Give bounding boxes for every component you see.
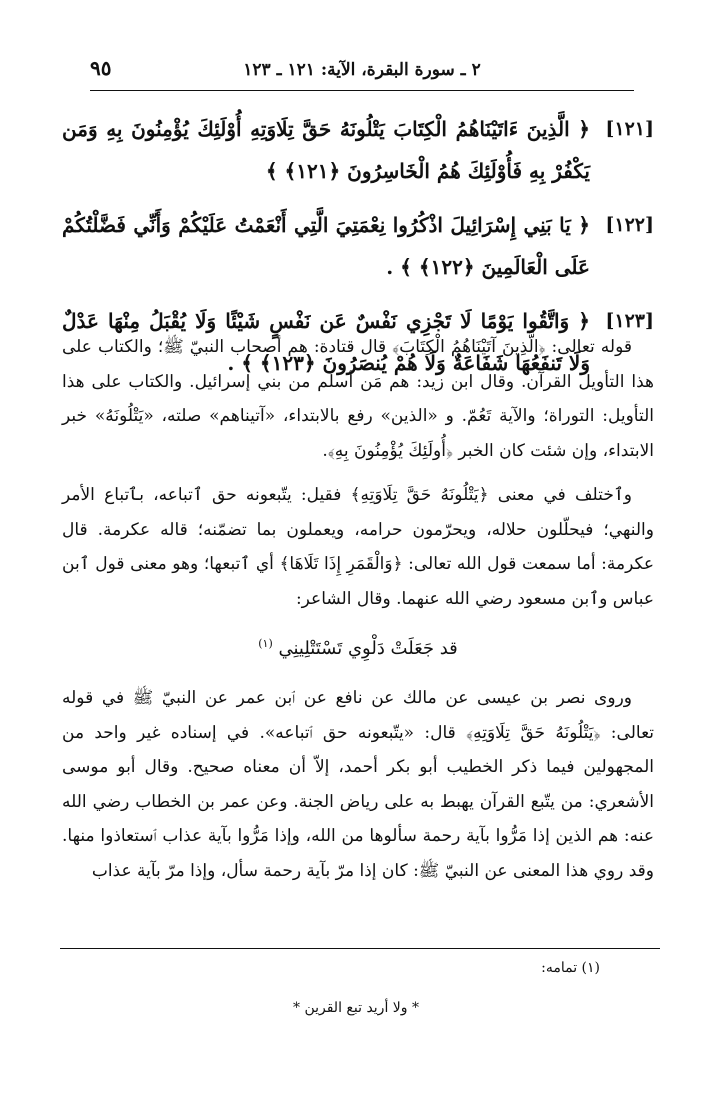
footnote-divider bbox=[60, 948, 660, 949]
verse-number: [١٢٣] bbox=[605, 310, 654, 332]
page-number: ٩٥ bbox=[90, 56, 112, 80]
commentary bbox=[62, 330, 654, 898]
paragraph: وٱختلف في معنى ﴿يَتْلُونَهُ حَقَّ تِلَاوَتِهِ﴾ فقيل: يتّبعونه حق ٱتباعه، بٱتباع الأمر والنهي؛ فيحلّلون حلاله، ويحرّمون حرامه، ويعملون بما تضمّنه؛ قاله عكرمة. قال عكرمة: أما سمعت قول الله تعالى: ﴿وَالْقَمَرِ إِذَا تَلَاهَا﴾ أي ٱتبعها؛ وهو معنى قول ٱبن عباس وٱبن مسعود رضي الله عنهما. وقال الشاعر: bbox=[62, 485, 654, 609]
footnote-label: (١) تمامه: bbox=[541, 960, 600, 976]
paragraph: قوله تعالى: ﴿الَّذِينَ آتَيْنَاهُمُ الْكِتَابَ﴾ قال قتادة: هم أصحاب النبيّ ﷺ؛ والكتاب على هذا التأويل القرآن. وقال ابن زيد: هم مَن أسلم من بني إسرائيل. والكتاب على هذا التأويل: التوراة؛ والآية تَعُمّ. و «الذين» رفع بالابتداء، «آتيناهم» صلته، «يَتْلُونَهُ» خبر الابتداء، وإن شئت كان الخبر ﴿أُولَئِكَ يُؤْمِنُونَ بِهِ﴾. bbox=[62, 337, 654, 461]
footnote-verse: * ولا أريد تبع القرين * bbox=[293, 1000, 419, 1016]
page-header bbox=[90, 50, 634, 91]
verse-text: ﴿ الَّذِينَ ءَاتَيْنَاهُمُ الْكِتَابَ يَتْلُونَهُ حَقَّ تِلَاوَتِهِ أُوْلَئِكَ يُؤْمِنُونَ بِهِ وَمَن يَكْفُرْ بِهِ فَأُوْلَئِكَ هُمُ الْخَاسِرُونَ ﴿١٢١﴾ ﴾ bbox=[62, 117, 590, 183]
verse-121 bbox=[62, 108, 654, 192]
verse-number: [١٢١] bbox=[605, 118, 654, 140]
header-title: ٢ ـ سورة البقرة، الآية: ١٢١ ـ ١٢٣ bbox=[243, 60, 481, 80]
verse-text: ﴿ يَا بَنِي إِسْرَائِيلَ اذْكُرُوا نِعْمَتِيَ الَّتِي أَنْعَمْتُ عَلَيْكُمْ وَأَنِّي فَضَّلْتُكُمْ عَلَى الْعَالَمِينَ ﴿١٢٢﴾ ﴾ . bbox=[62, 213, 590, 279]
verse-122 bbox=[62, 204, 654, 288]
verse-number: [١٢٢] bbox=[605, 214, 654, 236]
verse-text: ﴿ وَاتَّقُوا يَوْمًا لَا تَجْزِي نَفْسٌ عَن نَفْسٍ شَيْئًا وَلَا يُقْبَلُ مِنْهَا عَدْلٌ وَلَا تَنفَعُهَا شَفَاعَةٌ وَلَا هُمْ يُنصَرُونَ ﴿١٢٣﴾ ﴾ . bbox=[62, 309, 590, 375]
poem-text: قد جَعَلَتْ دَلْوِي تَسْتَتْلِينِي bbox=[278, 638, 458, 659]
paragraph: وروى نصر بن عيسى عن مالك عن نافع عن ٱبن عمر عن النبيّ ﷺ في قوله تعالى: ﴿يَتْلُونَهُ حَقَّ تِلَاوَتِهِ﴾ قال: «يتّبعونه حق ٱتباعه». في إسناده غير واحد من المجهولين فيما ذكر الخطيب أبو بكر أحمد، إلاّ أن معناه صحيح. وقال أبو موسى الأشعري: من يتّبع القرآن يهبط به على رياض الجنة. وعن عمر بن الخطاب رضي الله عنه: هم الذين إذا مَرُّوا بآية رحمة سألوها من الله، وإذا مَرُّوا بآية عذاب ٱستعاذوا منها. وقد روي هذا المعنى عن النبيّ ﷺ: كان إذا مرّ بآية رحمة سأل، وإذا مرّ بآية عذاب bbox=[62, 688, 654, 881]
poem-line bbox=[62, 626, 654, 667]
footnote-ref: (١) bbox=[258, 637, 273, 650]
